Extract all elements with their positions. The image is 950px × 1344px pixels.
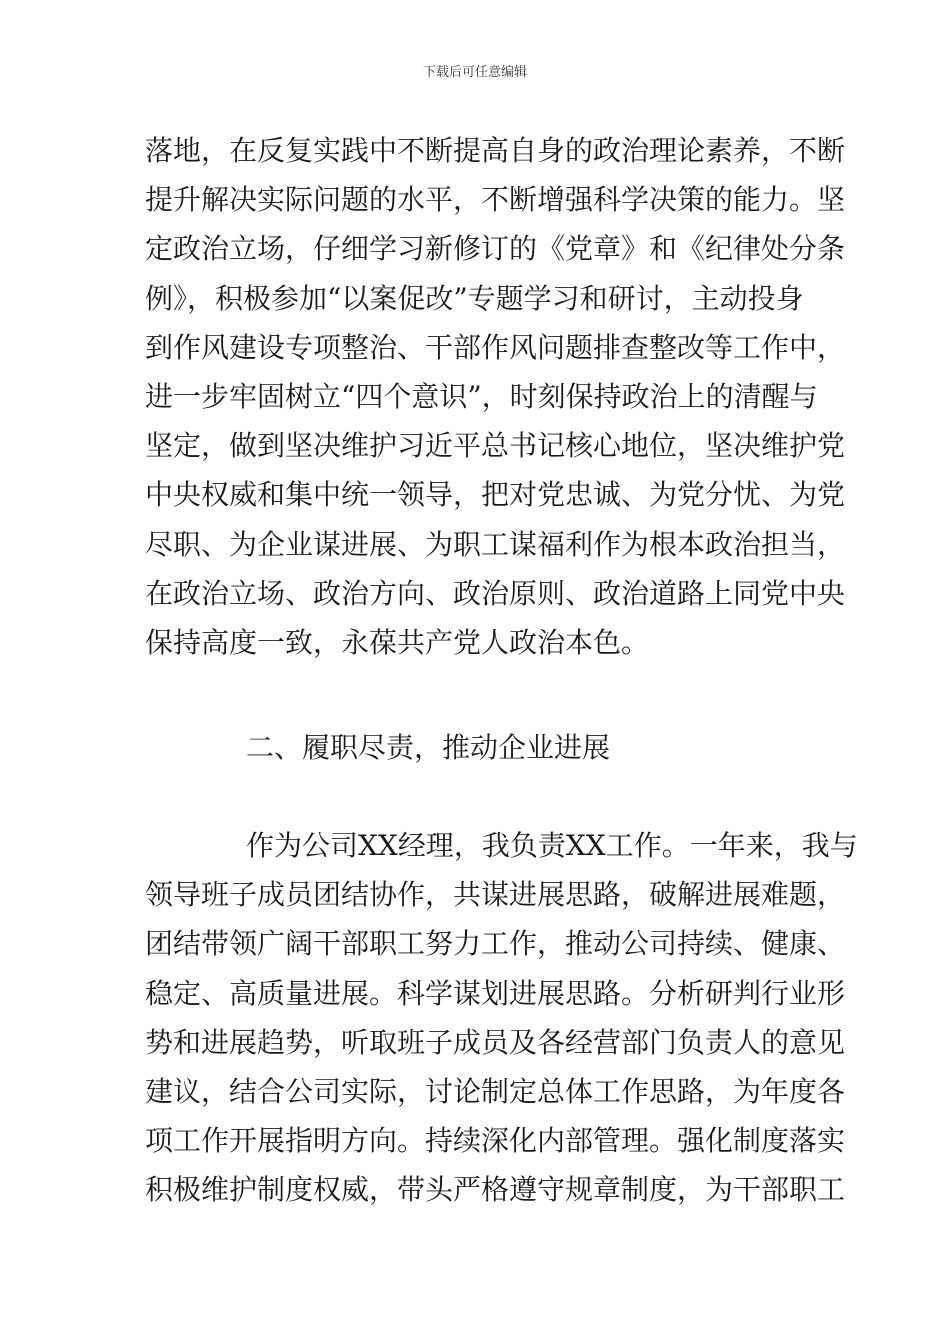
page-header: 下载后可任意编辑 [422, 65, 527, 80]
text-line: 建议，结合公司实际，讨论制定总体工作思路，为年度各 [145, 1074, 846, 1108]
text-line: 团结带领广阔干部职工努力工作，推动公司持续、健康、 [145, 927, 846, 961]
text-line: 定政治立场，仔细学习新修订的《党章》和《纪律处分条 [145, 232, 846, 266]
text-line: 积极维护制度权威，带头严格遵守规章制度，为干部职工 [145, 1173, 846, 1207]
text-line: 进一步牢固树立“四个意识”，时刻保持政治上的清醒与 [145, 379, 818, 413]
text-line: 例》，积极参加“以案促改”专题学习和研讨，主动投身 [145, 281, 804, 315]
text-line: 坚定，做到坚决维护习近平总书记核心地位，坚决维护党 [145, 429, 846, 463]
text-line: 到作风建设专项整治、干部作风问题排查整改等工作中， [145, 330, 846, 364]
text-line: 势和进展趋势，听取班子成员及各经营部门负责人的意见 [145, 1025, 846, 1059]
text-line: 领导班子成员团结协作，共谋进展思路，破解进展难题， [145, 878, 846, 912]
text-line: 稳定、高质量进展。科学谋划进展思路。分析研判行业形 [145, 976, 846, 1010]
text-line: 保持高度一致，永葆共产党人政治本色。 [145, 625, 650, 659]
text-line: 落地，在反复实践中不断提高自身的政治理论素养，不断 [145, 134, 846, 167]
paragraph-duties [145, 821, 858, 1215]
text-line: 尽职、为企业谋进展、为职工谋福利作为根本政治担当， [145, 527, 846, 561]
text-line: 项工作开展指明方向。持续深化内部管理。强化制度落实 [145, 1124, 846, 1158]
text-line: 中央权威和集中统一领导，把对党忠诚、为党分忧、为党 [145, 478, 846, 512]
text-line: 在政治立场、政治方向、政治原则、政治道路上同党中央 [145, 576, 846, 610]
section-heading: 二、履职尽责，推动企业进展 [246, 731, 611, 764]
text-line: 提升解决实际问题的水平，不断增强科学决策的能力。坚 [145, 183, 846, 217]
paragraph-political-stance [145, 126, 846, 667]
text-line-indented: 作为公司XX经理，我负责XX工作。一年来，我与 [246, 829, 858, 862]
